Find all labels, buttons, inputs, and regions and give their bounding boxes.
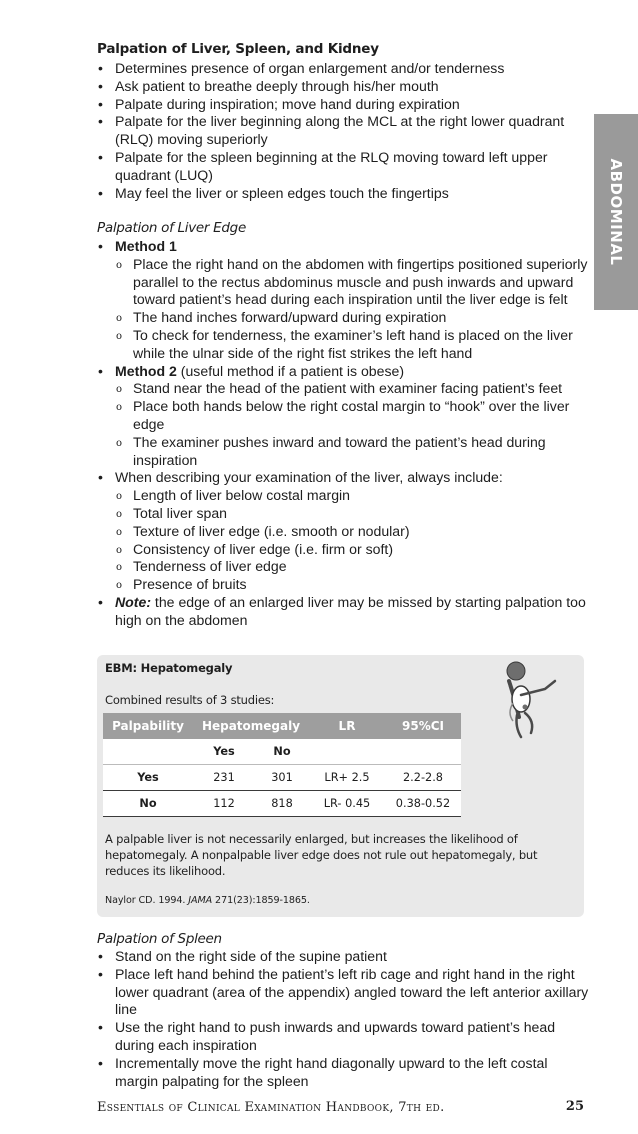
list-item: o The examiner pushes inward and toward the patient’s head during inspiration	[115, 434, 592, 470]
method-2-qualifier: (useful method if a patient is obese)	[176, 362, 405, 379]
section-heading-liver-spleen-kidney: Palpation of Liver, Spleen, and Kidney	[97, 41, 379, 57]
list-item: • May feel the liver or spleen edges touch the fingertips	[97, 185, 592, 203]
table-row	[103, 791, 461, 817]
ebm-citation	[105, 895, 310, 906]
liver-edge-list	[97, 238, 592, 630]
method-1-steps	[115, 256, 592, 363]
describe-examination-item	[97, 469, 592, 594]
method-1-item	[97, 238, 592, 363]
subheader-no: No	[255, 739, 309, 765]
ebm-box	[97, 655, 584, 917]
subheader-yes: Yes	[193, 739, 255, 765]
list-item: o Stand near the head of the patient with examiner facing patient’s feet	[115, 380, 592, 398]
ebm-note: A palpable liver is not necessarily enlarged, but increases the likelihood of hepatomegaly. A nonpalpable liver edge does not rule out hepatomegaly, but reduces its likelihood.	[105, 832, 538, 878]
note-item	[97, 594, 592, 630]
spleen-bullet-list	[97, 948, 592, 1090]
section-side-tab	[594, 114, 638, 310]
method-1-label: Method 1	[115, 238, 177, 254]
subsection-title-liver-edge: Palpation of Liver Edge	[97, 220, 246, 236]
column-header-palpability: Palpability	[103, 713, 193, 739]
cell-yes: 231	[193, 765, 255, 791]
note-text: the edge of an enlarged liver may be missed by starting palpation too high on the abdomen	[115, 593, 586, 628]
list-item: • Palpate for the liver beginning along the MCL at the right lower quadrant (RLQ) moving superiorly	[97, 113, 592, 149]
list-item: • Stand on the right side of the supine patient	[97, 948, 592, 966]
cell-lr: LR- 0.45	[309, 791, 385, 817]
list-item: • Use the right hand to push inwards and upwards toward patient’s head during each inspiration	[97, 1019, 592, 1055]
palpation-bullet-list	[97, 60, 592, 202]
cell-ci: 0.38-0.52	[385, 791, 461, 817]
method-2-label: Method 2	[115, 362, 177, 379]
note-label: Note:	[115, 593, 152, 610]
method-2-item	[97, 363, 592, 470]
list-item: o Place the right hand on the abdomen with fingertips positioned superiorly parallel to the rectus abdominus muscle and push inwards and upward toward patient’s head during each inspiration until the liver edge is felt	[115, 256, 592, 309]
cell-ci: 2.2-2.8	[385, 765, 461, 791]
doctor-figure-illustration	[495, 659, 567, 741]
cell-no: 818	[255, 791, 309, 817]
list-item: • Incrementally move the right hand diagonally upward to the left costal margin palpating for the spleen	[97, 1055, 592, 1091]
list-item: o Tenderness of liver edge	[115, 558, 592, 576]
table-row	[103, 765, 461, 791]
row-label: No	[103, 791, 193, 817]
column-header-hepatomegaly: Hepatomegaly	[193, 713, 309, 739]
column-header-lr: LR	[309, 713, 385, 739]
citation-details: 271(23):1859-1865.	[212, 895, 310, 906]
list-item: • Palpate for the spleen beginning at the RLQ moving toward left upper quadrant (LUQ)	[97, 149, 592, 185]
list-item: • Ask patient to breathe deeply through his/her mouth	[97, 78, 592, 96]
column-header-ci: 95%CI	[385, 713, 461, 739]
citation-journal: JAMA	[188, 895, 213, 906]
list-item: o Length of liver below costal margin	[115, 487, 592, 505]
cell-yes: 112	[193, 791, 255, 817]
list-item: o The hand inches forward/upward during expiration	[115, 309, 592, 327]
list-item: • Palpate during inspiration; move hand during expiration	[97, 96, 592, 114]
list-item: o Consistency of liver edge (i.e. firm or soft)	[115, 541, 592, 559]
list-item: o Place both hands below the right costal margin to “hook” over the liver edge	[115, 398, 592, 434]
ebm-subtitle: Combined results of 3 studies:	[105, 693, 275, 707]
list-item: o Texture of liver edge (i.e. smooth or nodular)	[115, 523, 592, 541]
citation-authors: Naylor CD. 1994.	[105, 895, 189, 906]
list-item: o To check for tenderness, the examiner’s left hand is placed on the liver while the ulnar side of the right fist strikes the left hand	[115, 327, 592, 363]
row-label: Yes	[103, 765, 193, 791]
ebm-title: EBM: Hepatomegaly	[105, 661, 233, 675]
describe-steps	[115, 487, 592, 594]
cell-no: 301	[255, 765, 309, 791]
list-item: o Total liver span	[115, 505, 592, 523]
book-title-footer: Essentials of Clinical Examination Handbook, 7th ed.	[97, 1100, 445, 1115]
side-tab-label: ABDOMINAL	[607, 158, 625, 266]
list-item: • Place left hand behind the patient’s left rib cage and right hand in the right lower quadrant (area of the appendix) angled toward the left anterior axillary line	[97, 966, 592, 1019]
table-subheader-row	[103, 739, 461, 765]
list-item: • Determines presence of organ enlargement and/or tenderness	[97, 60, 592, 78]
list-item: o Presence of bruits	[115, 576, 592, 594]
describe-label: When describing your examination of the liver, always include:	[115, 469, 503, 486]
ebm-table	[103, 713, 461, 817]
cell-lr: LR+ 2.5	[309, 765, 385, 791]
method-2-steps	[115, 380, 592, 469]
subsection-title-spleen: Palpation of Spleen	[97, 931, 222, 947]
page-number: 25	[565, 1099, 584, 1114]
